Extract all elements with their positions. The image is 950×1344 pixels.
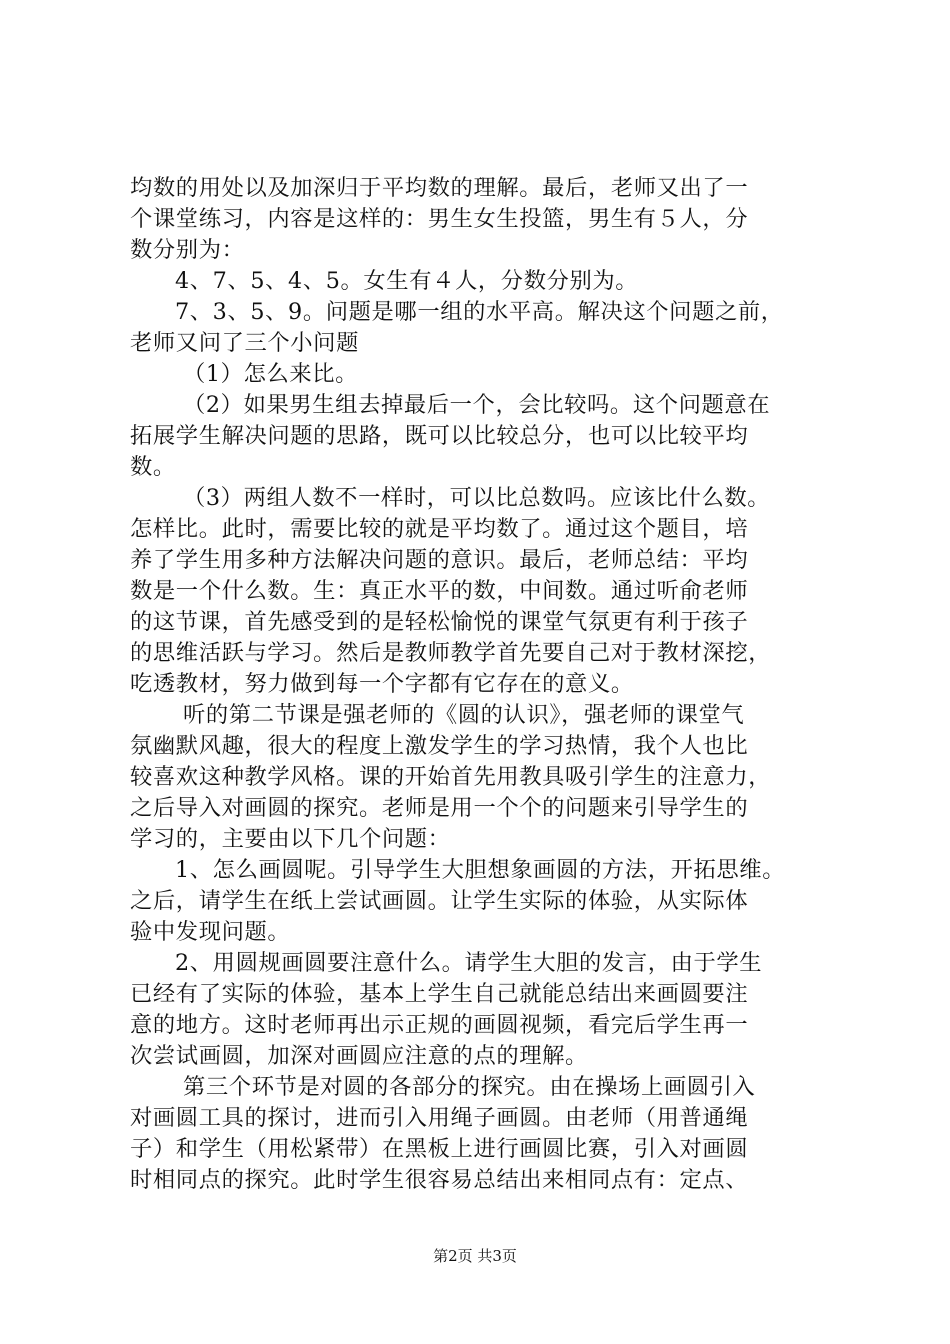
text-line: 已经有了实际的体验，基本上学生自己就能总结出来画圆要注 [130,981,749,1007]
text-line: 子）和学生（用松紧带）在黑板上进行画圆比赛，引入对画圆 [130,1136,749,1162]
text-line: 1、怎么画圆呢。引导学生大胆想象画圆的方法，开拓思维。 [175,857,786,883]
text-line: 验中发现问题。 [130,919,291,945]
text-line: 数分别为： [130,237,245,263]
text-line: （2）如果男生组去掉最后一个，会比较吗。这个问题意在 [183,392,771,418]
text-line: 学习的，主要由以下几个问题： [130,826,451,852]
text-line: 氛幽默风趣，很大的程度上激发学生的学习热情，我个人也比 [130,733,749,759]
text-line: （3）两组人数不一样时，可以比总数吗。应该比什么数。 [183,485,771,511]
text-line: 2、用圆规画圆要注意什么。请学生大胆的发言，由于学生 [175,950,763,976]
text-line: 7、3、5、9。问题是哪一组的水平高。解决这个问题之前， [175,299,784,325]
text-line: 养了学生用多种方法解决问题的意识。最后，老师总结：平均 [130,547,749,573]
text-line: 吃透教材，努力做到每一个字都有它存在的意义。 [130,671,634,697]
text-line: 老师又问了三个小问题 [130,330,359,356]
text-line: （1）怎么来比。 [183,361,359,387]
text-line: 第三个环节是对圆的各部分的探究。由在操场上画圆引入 [183,1074,756,1100]
text-line: 拓展学生解决问题的思路，既可以比较总分，也可以比较平均 [130,423,749,449]
text-line: 较喜欢这种教学风格。课的开始首先用教具吸引学生的注意力， [130,764,772,790]
text-line: 次尝试画圆，加深对画圆应注意的点的理解。 [130,1043,588,1069]
text-line: 4、7、5、4、5。女生有４人，分数分别为。 [175,268,639,294]
text-line: 意的地方。这时老师再出示正规的画圆视频，看完后学生再一 [130,1012,749,1038]
page-footer: 第2页 共3页 [433,1247,517,1265]
text-line: 之后导入对画圆的探究。老师是用一个个的问题来引导学生的 [130,795,749,821]
text-line: 均数的用处以及加深归于平均数的理解。最后，老师又出了一 [130,175,749,201]
text-line: 之后，请学生在纸上尝试画圆。让学生实际的体验，从实际体 [130,888,749,914]
text-line: 数是一个什么数。生：真正水平的数，中间数。通过听俞老师 [130,578,749,604]
text-line: 数。 [130,454,176,480]
text-line: 的思维活跃与学习。然后是教师教学首先要自己对于教材深挖， [130,640,772,666]
document-body [130,173,830,1196]
text-line: 对画圆工具的探讨，进而引入用绳子画圆。由老师（用普通绳 [130,1105,749,1131]
text-line: 的这节课，首先感受到的是轻松愉悦的课堂气氛更有利于孩子 [130,609,749,635]
text-line: 时相同点的探究。此时学生很容易总结出来相同点有：定点、 [130,1167,749,1193]
text-line: 个课堂练习，内容是这样的：男生女生投篮，男生有５人，分 [130,206,749,232]
text-line: 怎样比。此时，需要比较的就是平均数了。通过这个题目，培 [130,516,749,542]
text-line: 听的第二节课是强老师的《圆的认识》，强老师的课堂气 [183,702,745,728]
